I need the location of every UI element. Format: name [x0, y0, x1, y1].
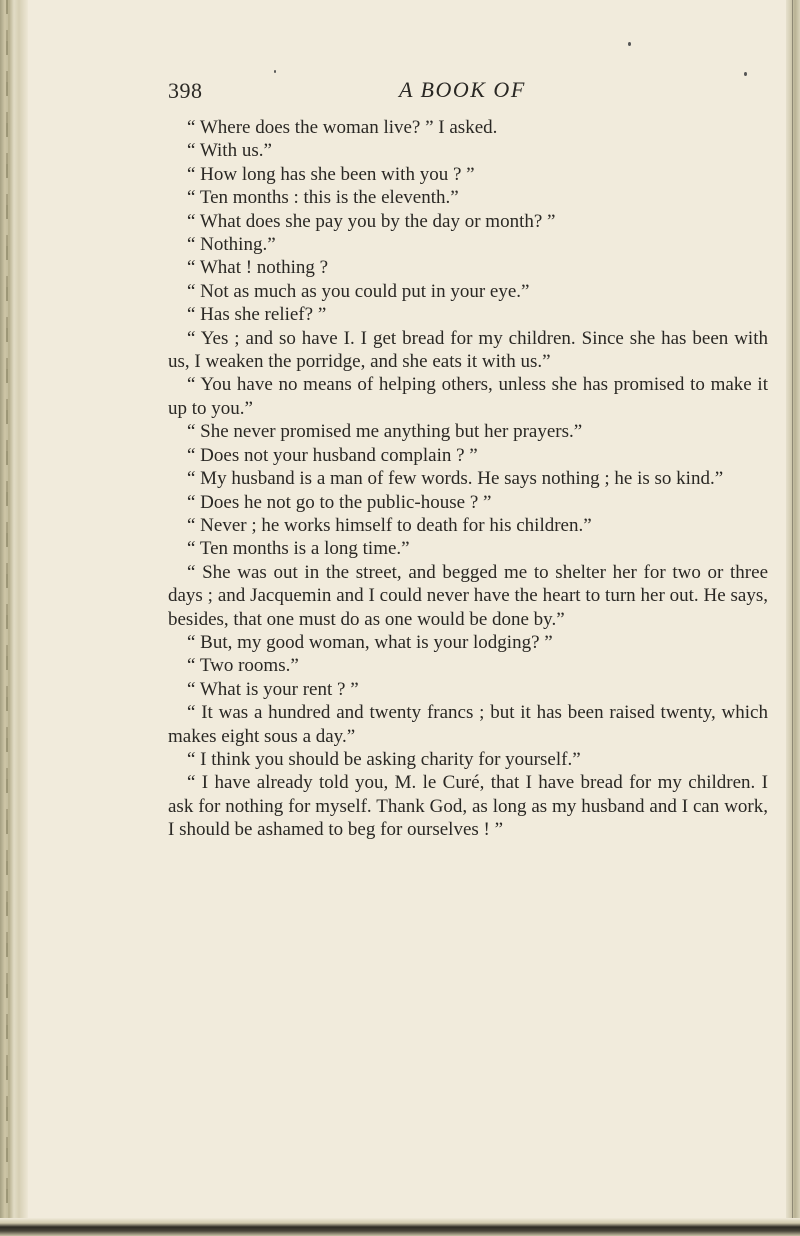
ink-speck: [744, 72, 747, 76]
paragraph: “ Does he not go to the public-house ? ”: [187, 491, 492, 513]
binding-edge: [0, 0, 28, 1236]
paragraph: “ How long has she been with you ? ”: [187, 163, 475, 185]
paragraph: “ But, my good woman, what is your lodging? ”: [187, 631, 553, 653]
paragraph: “ You have no means of helping others, unless she has promised to make it up to you.”: [168, 374, 768, 419]
paragraph: “ Never ; he works himself to death for his children.”: [187, 514, 592, 536]
paragraph: “ Ten months : this is the eleventh.”: [187, 187, 459, 209]
paragraph: “ Has she relief? ”: [187, 304, 327, 326]
paragraph: “ What ! nothing ?: [187, 257, 329, 279]
paragraph: “ Where does the woman live? ” I asked.: [187, 117, 498, 138]
right-page-edge: [786, 0, 800, 1236]
page-number: 398: [168, 78, 203, 103]
paragraph: “ Not as much as you could put in your eye.”: [187, 280, 530, 302]
ink-speck: [274, 70, 276, 73]
book-page: [168, 78, 768, 842]
paragraph: “ Does not your husband complain ? ”: [187, 444, 478, 466]
paragraph: “ I think you should be asking charity for yourself.”: [187, 748, 581, 770]
paragraph: “ She never promised me anything but her prayers.”: [187, 421, 583, 443]
running-head: [168, 78, 768, 108]
ink-speck: [628, 42, 631, 46]
body-text: [168, 116, 768, 842]
paragraph: “ I have already told you, M. le Curé, that I have bread for my children. I ask for nothing for myself. Thank God, as long as my husband and I can work, I should be ashamed to beg for ourselves ! ”: [168, 772, 768, 841]
paragraph: “ Nothing.”: [187, 234, 276, 256]
paragraph: “ What does she pay you by the day or month? ”: [187, 210, 556, 232]
paragraph: “ Two rooms.”: [187, 655, 299, 677]
paragraph: “ She was out in the street, and begged me to shelter her for two or three days ; and Jacquemin and I could never have the heart to turn her out. He says, besides, that one must do as one would be done by.”: [168, 561, 768, 630]
paragraph: “ My husband is a man of few words. He says nothing ; he is so kind.”: [187, 468, 724, 490]
paragraph: “ With us.”: [187, 140, 272, 162]
paragraph: “ Ten months is a long time.”: [187, 538, 410, 560]
paragraph: “ It was a hundred and twenty francs ; but it has been raised twenty, which makes eight sous a day.”: [168, 702, 768, 747]
paragraph: “ Yes ; and so have I. I get bread for my children. Since she has been with us, I weaken the porridge, and she eats it with us.”: [168, 327, 768, 373]
bottom-page-edge: [0, 1218, 800, 1236]
paragraph: “ What is your rent ? ”: [187, 678, 359, 700]
running-title: A BOOK OF: [399, 77, 526, 102]
